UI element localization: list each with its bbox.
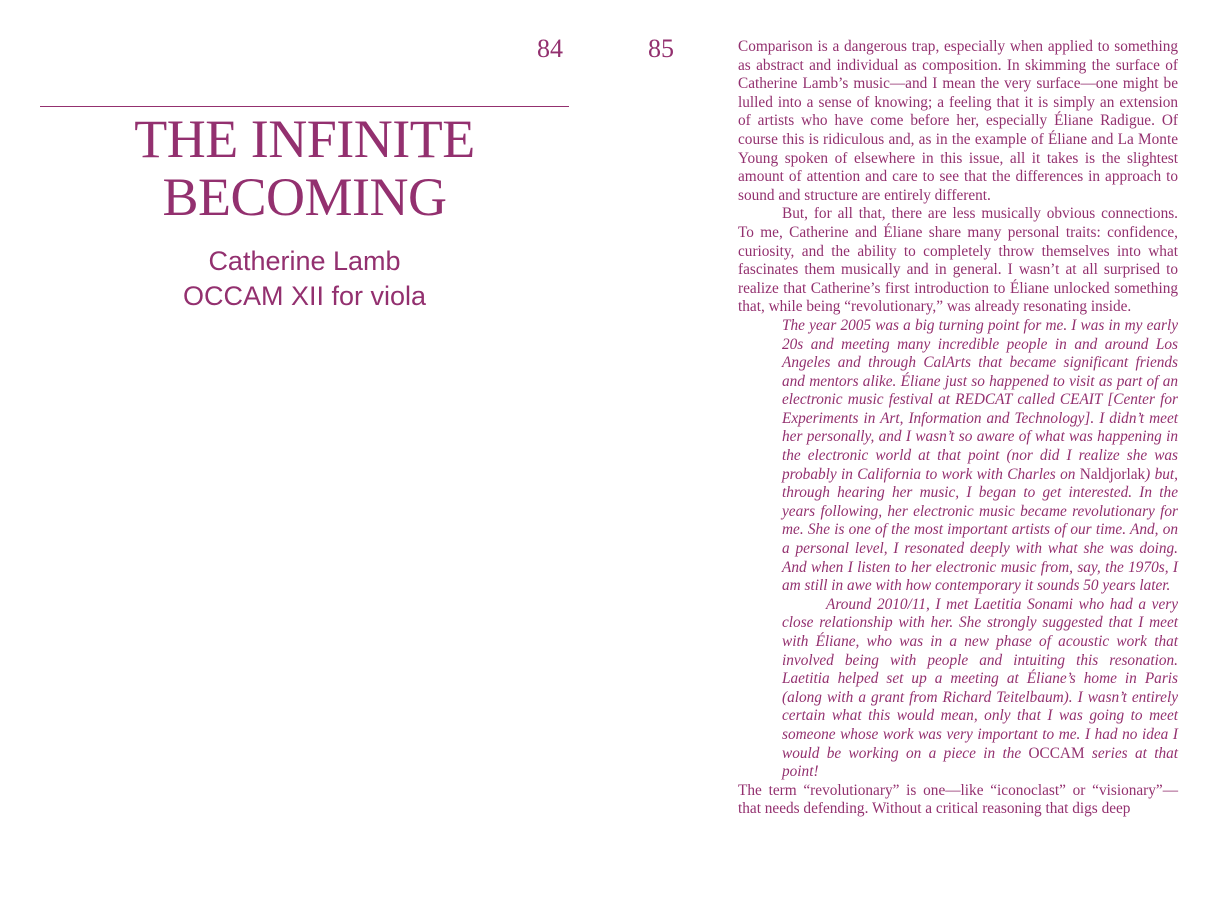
quote-2-text-b: series at that point! [782,744,1178,781]
body-paragraph-3: The term “revolutionary” is one—like “iconoclast” or “visionary”—that needs defending. Without a critical reasoning that digs deep [738,781,1178,818]
title-line-2: BECOMING [162,167,447,227]
subtitle-work: OCCAM XII for viola [182,281,427,311]
work-title-naldjorlak: Naldjorlak [1079,465,1146,483]
article-subtitle [40,244,569,314]
page-number-right: 85 [648,34,674,63]
article-body [738,38,1178,819]
quote-2-text-a: Around 2010/11, I met Laetitia Sonami who had a very close relationship with her. She strongly suggested that I meet with Éliane, who was in a new phase of acoustic work that involved being with people and intuiting this resonation. Laetitia helped set up a meeting at Éliane’s home in Paris (along with a grant from Richard Teitelbaum). I wasn’t entirely certain what this would mean, only that I was going to meet someone whose work was very important to me. I had no idea I would be working on a piece in the [782,595,1178,762]
page-number-left: 84 [537,34,563,63]
quote-1-text-b: ) but, through hearing her music, I began to get interested. In the years following, her electronic music became revolutionary for me. She is one of the most important artists of our time. And, on a personal level, I resonated deeply with what she was doing. And when I listen to her electronic music from, say, the 1970s, I am still in awe with how contemporary it sounds 50 years later. [782,465,1178,595]
quote-1-text-a: The year 2005 was a big turning point for me. I was in my early 20s and meeting many incredible people in and around Los Angeles and through CalArts that became significant friends and mentors alike. Éliane just so happened to visit as part of an electronic music festival at REDCAT called CEAIT [Center for Experiments in Art, Information and Technology]. I didn’t meet her personally, and I wasn’t so aware of what was happening in the electronic world at that point (nor did I realize she was probably in California to work with Charles on [782,316,1178,483]
quote-paragraph-1 [782,317,1178,596]
title-rule [40,106,569,107]
work-title-occam: OCCAM [1028,744,1085,762]
body-paragraph-1: Comparison is a dangerous trap, especially when applied to something as abstract and individual as composition. In skimming the surface of Catherine Lamb’s music—and I mean the very surface—one might be lulled into a sense of knowing; a feeling that it is simply an extension of artists who have come before her, especially Éliane Radigue. Of course this is ridiculous and, as in the example of Éliane and La Monte Young spoken of elsewhere in this issue, all it takes is the slightest amount of attention and care to see that the differences in approach to sound and structure are entirely different. [738,38,1178,204]
quote-paragraph-2 [782,596,1178,782]
subtitle-composer: Catherine Lamb [208,246,401,276]
title-line-1: THE INFINITE [134,109,475,169]
article-title [40,110,569,226]
body-paragraph-2: But, for all that, there are less musically obvious connections. To me, Catherine and Éliane share many personal traits: confidence, curiosity, and the ability to completely throw themselves into what fascinates them musically and in general. I wasn’t at all surprised to realize that Catherine’s first introduction to Éliane unlocked something that, while being “revolutionary,” was already resonating inside. [738,205,1178,316]
block-quote [782,317,1178,782]
